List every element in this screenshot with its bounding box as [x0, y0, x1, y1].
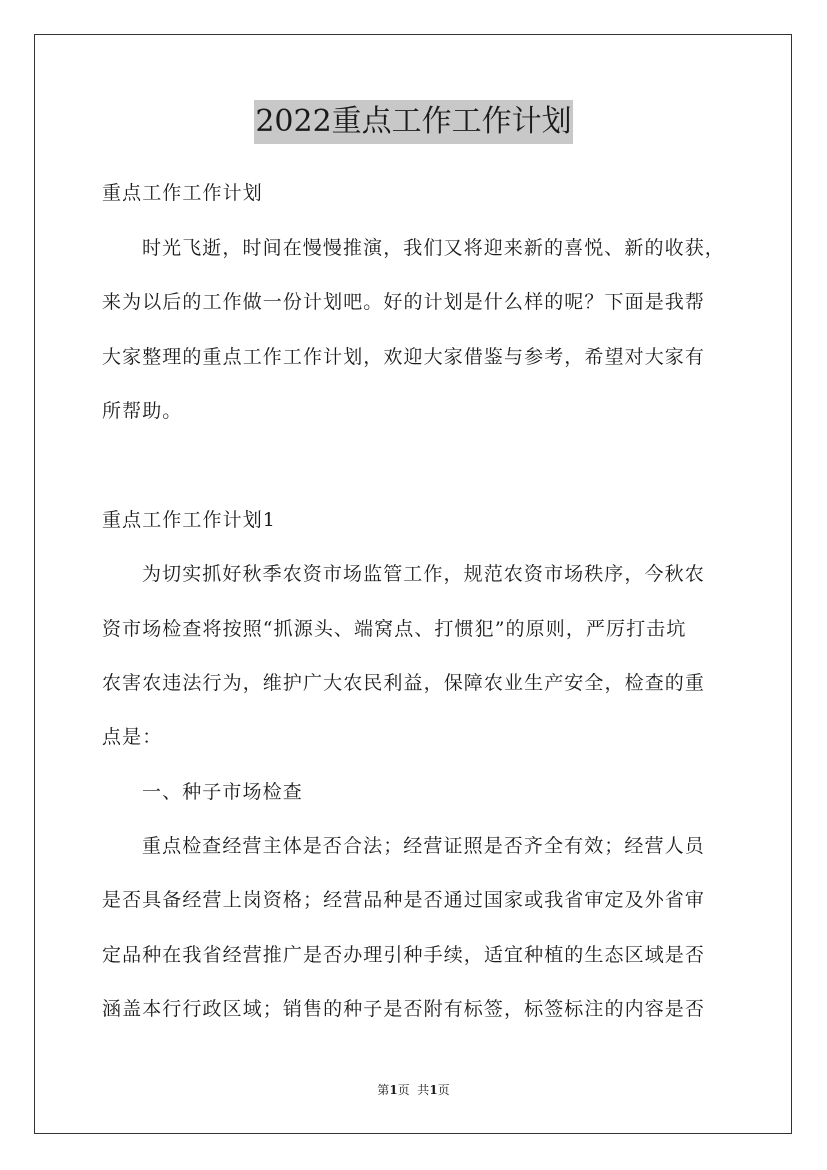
paragraph-line: 重点检查经营主体是否合法；经营证照是否齐全有效；经营人员 [142, 835, 705, 857]
paragraph-line: 为切实抓好秋季农资市场监管工作，规范农资市场秩序，今秋农 [142, 563, 705, 585]
paragraph-line: 所帮助。 [102, 400, 183, 422]
footer-suffix: 页 [437, 1083, 450, 1097]
paragraph-line: 时光飞逝，时间在慢慢推演，我们又将迎来新的喜悦、新的收获， [142, 237, 725, 259]
section-heading: 重点工作工作计划 [102, 182, 263, 204]
paragraph-line: 涵盖本行行政区域；销售的种子是否附有标签，标签标注的内容是否 [102, 998, 706, 1020]
paragraph-line: 农害农违法行为，维护广大农民利益，保障农业生产安全，检查的重 [102, 672, 706, 694]
subsection-heading: 一、种子市场检查 [142, 781, 303, 803]
section-heading: 重点工作工作计划1 [102, 509, 276, 531]
document-title-text: 2022重点工作工作计划 [254, 100, 572, 144]
page-footer [0, 1082, 827, 1098]
footer-middle: 页 共 [397, 1083, 430, 1097]
paragraph-line: 来为以后的工作做一份计划吧。好的计划是什么样的呢？下面是我帮 [102, 291, 706, 313]
paragraph-line: 资市场检查将按照“抓源头、端窝点、打惯犯”的原则，严厉打击坑 [102, 618, 687, 640]
paragraph-line: 点是： [102, 726, 163, 748]
paragraph-line: 大家整理的重点工作工作计划，欢迎大家借鉴与参考，希望对大家有 [102, 346, 706, 368]
footer-page-number: 1 [389, 1083, 398, 1097]
footer-prefix: 第 [377, 1083, 390, 1097]
document-title [0, 100, 827, 144]
footer-total-pages: 1 [429, 1083, 438, 1097]
paragraph-line: 定品种在我省经营推广是否办理引种手续，适宜种植的生态区域是否 [102, 944, 706, 966]
paragraph-line: 是否具备经营上岗资格；经营品种是否通过国家或我省审定及外省审 [102, 889, 706, 911]
